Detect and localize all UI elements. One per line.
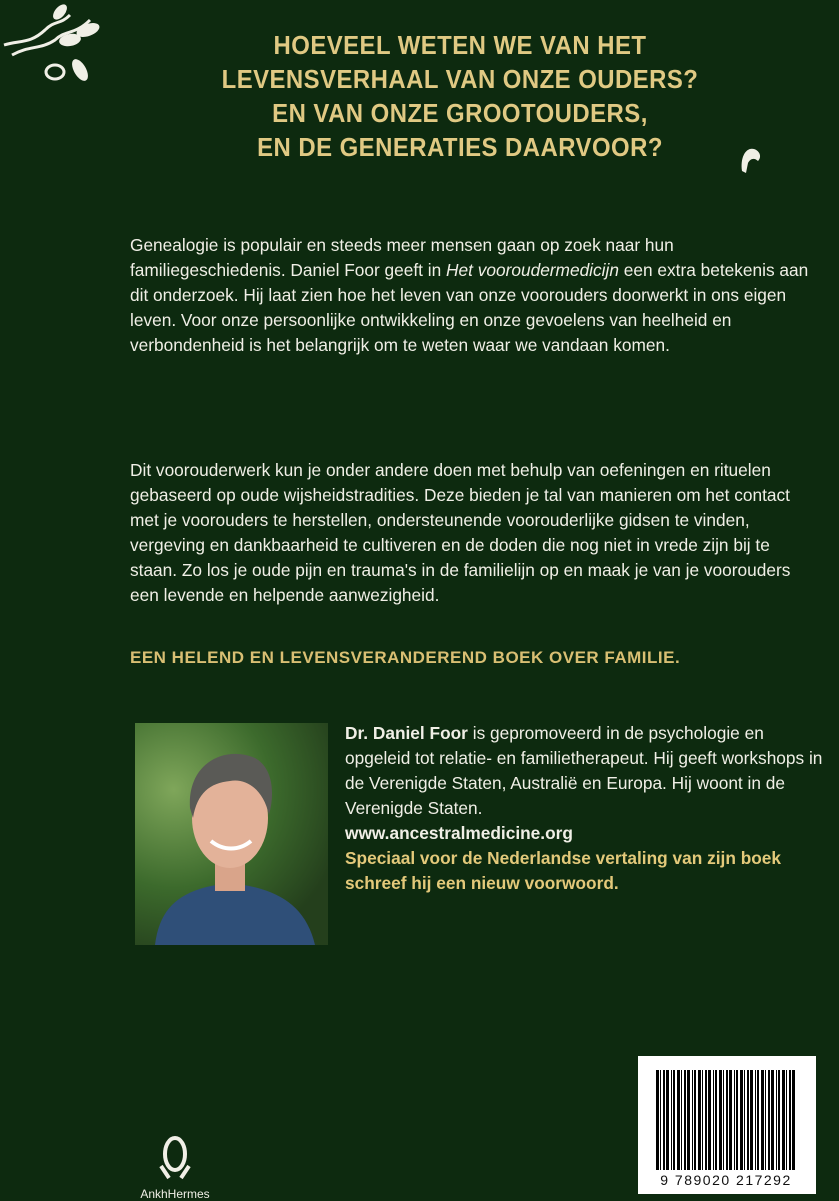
barcode-bar	[698, 1070, 701, 1170]
barcode-bars	[656, 1070, 798, 1170]
barcode-bar	[715, 1070, 717, 1170]
barcode-bar	[687, 1070, 690, 1170]
barcode-bar	[734, 1070, 735, 1170]
barcode-bar	[663, 1070, 665, 1170]
isbn-number: 9 789020 217292	[660, 1172, 792, 1188]
barcode-bar	[692, 1070, 693, 1170]
book-title: Het vooroudermedicijn	[446, 260, 619, 280]
leaf-branch-icon	[0, 0, 160, 95]
barcode-bar	[786, 1070, 787, 1170]
barcode-bar	[778, 1070, 780, 1170]
barcode-bar	[776, 1070, 777, 1170]
barcode-bar	[765, 1070, 766, 1170]
barcode-bar	[757, 1070, 759, 1170]
paragraph-text: een extra betekenis aan dit onderzoek. Hij laat zien hoe het leven van onze voorouders doorwerkt in ons eigen leven. Voor onze persoonlijke ontwikkeling en onze gevoelens van heelheid en verbondenheid is het belangrijk om te weten waar we vandaan komen.	[130, 260, 809, 355]
publisher-logo	[135, 1136, 215, 1201]
headline-line: EN VAN ONZE GROOTOUDERS,	[272, 98, 648, 128]
headline-line: EN DE GENERATIES DAARVOOR?	[257, 132, 663, 162]
barcode-bar	[761, 1070, 764, 1170]
tagline: EEN HELEND EN LEVENSVERANDEREND BOEK OVER FAMILIE.	[130, 648, 681, 667]
barcode-bar	[729, 1070, 732, 1170]
paragraph-text: Genealogie is populair en steeds meer mensen gaan op zoek naar hun familiegeschiedenis. Daniel Foor geeft in	[130, 235, 674, 280]
barcode-bar	[705, 1070, 707, 1170]
barcode-bar	[708, 1070, 711, 1170]
author-bio-text: is gepromoveerd in de psychologie en opgeleid tot relatie- en familietherapeut. Hij geeft workshops in de Verenigde Staten, Australië en Europa. Hij woont in de Verenigde Staten.	[345, 723, 823, 818]
description-paragraph-1	[130, 233, 820, 358]
headline-line: HOEVEEL WETEN WE VAN HET	[273, 30, 647, 60]
translation-note: Speciaal voor de Nederlandse vertaling van zijn boek schreef hij een nieuw voorwoord.	[345, 848, 782, 893]
barcode-bar	[726, 1070, 728, 1170]
barcode-bar	[666, 1070, 669, 1170]
barcode-bar	[747, 1070, 749, 1170]
barcode-bar	[681, 1070, 682, 1170]
barcode-bar	[656, 1070, 659, 1170]
barcode-bar	[740, 1070, 743, 1170]
barcode-bar	[755, 1070, 756, 1170]
barcode-bar	[660, 1070, 661, 1170]
author-name: Dr. Daniel Foor	[345, 723, 468, 743]
description-paragraph-2: Dit voorouderwerk kun je onder andere doen met behulp van oefeningen en rituelen gebaseerd op oude wijsheidstradities. Deze bieden je tal van manieren om het contact met je voorouders te herstellen, ondersteunende voorouderlijke gidsen te vinden, vergeving en dankbaarheid te cultiveren en de doden die nog niet in vrede zijn bij te staan. Zo los je oude pijn en trauma's in de familielijn op en maak je van je voorouders een levende en helpende aanwezigheid.	[130, 460, 791, 605]
barcode-bar	[719, 1070, 722, 1170]
barcode-bar	[684, 1070, 686, 1170]
isbn-barcode	[638, 1056, 816, 1194]
author-photo	[135, 723, 328, 945]
headline	[175, 28, 745, 164]
publisher-name: AnkhHermes	[140, 1187, 210, 1201]
barcode-bar	[782, 1070, 785, 1170]
barcode-bar	[673, 1070, 675, 1170]
leaf-icon	[738, 143, 764, 175]
barcode-bar	[694, 1070, 696, 1170]
barcode-bar	[677, 1070, 680, 1170]
barcode-bar	[792, 1070, 795, 1170]
author-website[interactable]: www.ancestralmedicine.org	[345, 823, 573, 843]
barcode-bar	[789, 1070, 791, 1170]
barcode-bar	[736, 1070, 738, 1170]
barcode-bar	[768, 1070, 770, 1170]
barcode-bar	[671, 1070, 672, 1170]
barcode-bar	[744, 1070, 745, 1170]
barcode-bar	[702, 1070, 703, 1170]
headline-line: LEVENSVERHAAL VAN ONZE OUDERS?	[221, 64, 699, 94]
author-bio	[345, 721, 825, 896]
ankh-logo-icon	[155, 1136, 195, 1184]
barcode-bar	[723, 1070, 724, 1170]
barcode-bar	[771, 1070, 774, 1170]
barcode-bar	[713, 1070, 714, 1170]
barcode-bar	[750, 1070, 753, 1170]
